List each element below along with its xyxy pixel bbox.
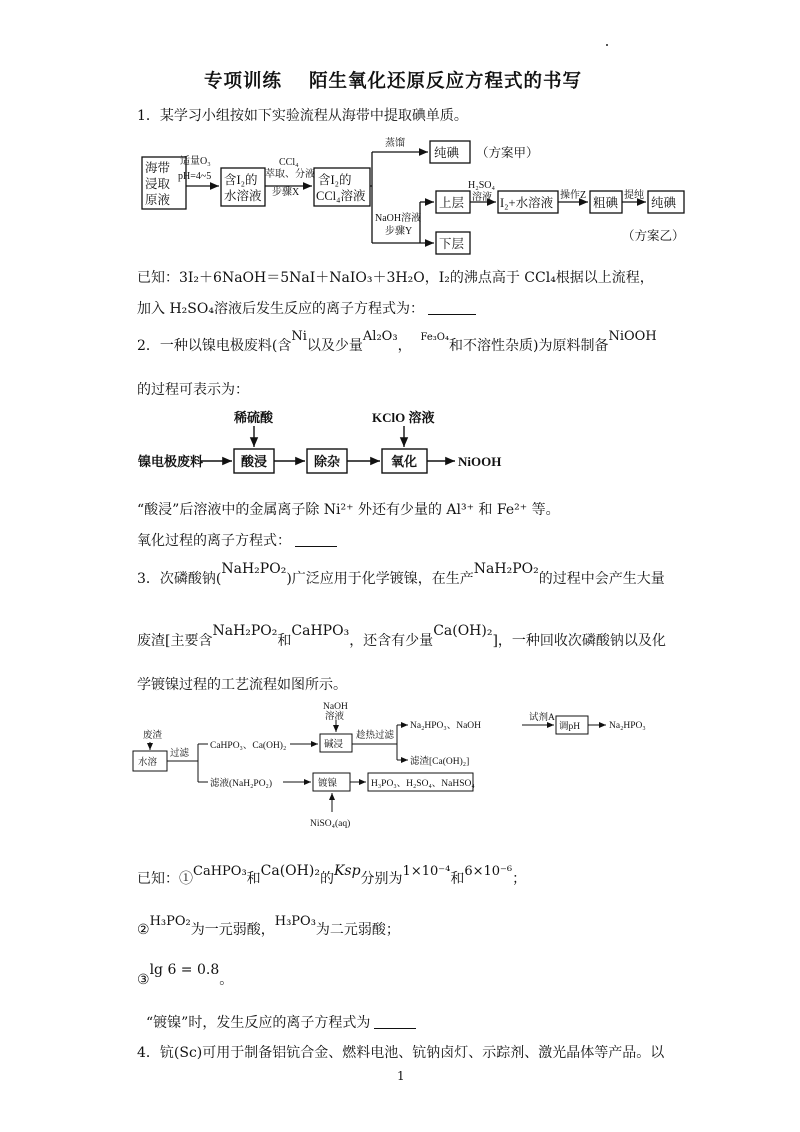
q1-box-i2ccl4-2: CCl₄溶液	[316, 189, 366, 203]
q3-filter: 过滤	[170, 749, 190, 759]
q1-arrow2-top: CCl₄	[279, 157, 299, 168]
q3-prod2: Na₂HPO₃	[609, 721, 646, 731]
q2-ask-text: 氧化过程的离子方程式：	[137, 533, 291, 549]
q3-line2-f2: CaHPO₃	[291, 623, 350, 639]
q3-alkali: 碱浸	[324, 740, 344, 750]
q1-box-upper: 上层	[439, 196, 465, 210]
q2-sep: ，	[397, 338, 412, 354]
q3-reagent-a: 试剂A	[529, 713, 555, 723]
q1-branch-bottom-1: NaOH溶液	[375, 213, 422, 224]
q1-box-i2ccl4-1: 含I₂的	[318, 173, 352, 187]
q3-line2-c: ，还含有少量	[349, 633, 434, 649]
q3-solid: CaHPO₃、Ca(OH)₂	[210, 741, 287, 751]
q1-box-pure1: 纯碘	[434, 146, 460, 160]
q1-box-haidai-3: 原液	[145, 193, 171, 207]
q2-step2: 除杂	[314, 454, 341, 469]
q2-stem-b: 以及少量	[306, 338, 363, 354]
q3-known1-e: 和	[450, 871, 465, 887]
q1-box-i2aq-2: 水溶液	[224, 189, 262, 203]
q3-known1-a: 已知：①	[137, 871, 193, 887]
q1-purify: 提纯	[624, 190, 644, 201]
q1-answer-blank[interactable]	[428, 302, 476, 315]
q3-line2-f1: NaH₂PO₂	[212, 623, 278, 639]
q3-prod1: Na₂HPO₃、NaOH	[410, 721, 482, 731]
q3-adjust-ph: 调pH	[559, 722, 581, 732]
q3-known2	[137, 914, 400, 938]
q3-prod3: H₃PO₃、H₂SO₄、NaHSO₄	[371, 779, 475, 789]
q3-known3-f: lg 6 = 0.8	[149, 962, 220, 978]
q1-arrow1-top: 适量O₃	[180, 156, 211, 167]
q1-box-i2water: I₂+水溶液	[500, 196, 554, 210]
q3-line2-d: ]，一种回收次磷酸钠以及化	[492, 633, 666, 649]
q3-line2	[137, 623, 666, 649]
page-title: 专项训练 陌生氧化还原反应方程式的书写	[204, 71, 582, 92]
q3-stem-b: )广泛应用于化学镀镍，在生产	[286, 571, 474, 587]
q3-line2-a: 废渣[主要含	[137, 633, 213, 649]
q3-stem-a: 3．次磷酸钠(	[137, 571, 222, 587]
q2-end: NiOOH	[458, 454, 502, 469]
q2-stem-line2: 的过程可表示为：	[137, 382, 249, 398]
q3-known1-f1: CaHPO₃	[193, 864, 247, 879]
q1-box-i2aq-1: 含I₂的	[224, 173, 258, 187]
q1-arrow2-mid: 萃取、分液	[265, 169, 315, 180]
q3-line2-b: 和	[277, 633, 292, 649]
q3-plating: 镀镍	[318, 779, 338, 789]
q2-kclo: KClO 溶液	[372, 410, 435, 425]
q3-known3-b: 。	[219, 972, 234, 988]
q1-plan-b: （方案乙）	[622, 229, 685, 243]
q1-known-line2	[137, 302, 476, 316]
q1-plan-a: （方案甲）	[476, 146, 539, 160]
q2-ni: Ni	[291, 329, 307, 344]
q3-known1-f: ；	[512, 871, 527, 887]
q3-answer-blank[interactable]	[374, 1016, 416, 1029]
q2-acid: 稀硫酸	[234, 410, 274, 425]
q3-stem	[137, 561, 665, 587]
q3-known1-v1: 1×10⁻⁴	[402, 864, 451, 879]
q2-stem	[137, 329, 657, 354]
q3-line3: 学镀镍过程的工艺流程如图所示。	[137, 677, 347, 693]
q3-hot-filter: 趁热过滤	[356, 731, 395, 741]
q3-ask	[146, 1016, 416, 1030]
q2-note: “酸浸”后溶液中的金属离子除 Ni²⁺ 外还有少量的 Al³⁺ 和 Fe²⁺ 等。	[137, 502, 560, 518]
q3-known3-a: ③	[137, 972, 150, 988]
q2-niooh: NiOOH	[608, 329, 657, 344]
q1-known-line1: 已知：3I₂＋6NaOH＝5NaI＋NaIO₃＋3H₂O，I₂的沸点高于 CCl₄根据以上流程，	[137, 270, 654, 286]
q1-known-line2-text: 加入 H₂SO₄溶液后发生反应的离子方程式为：	[137, 301, 424, 317]
q3-known2-a: ②	[137, 922, 150, 938]
q1-box-lower: 下层	[439, 237, 465, 251]
q3-known1-b: 和	[246, 871, 261, 887]
q3-known1-f2: Ca(OH)₂	[260, 863, 320, 879]
q2-step1: 酸浸	[241, 454, 268, 469]
q2-stem-a: 2．一种以镍电极废料(含	[137, 338, 292, 354]
q1-branch-top: 蒸馏	[385, 138, 405, 149]
q1-box-crude: 粗碘	[593, 196, 619, 210]
q2-answer-blank[interactable]	[295, 534, 337, 547]
q3-residue: 滤渣[Ca(OH)₂]	[410, 757, 470, 767]
q3-known2-f1: H₃PO₂	[149, 914, 191, 929]
q3-waste: 废渣	[143, 731, 163, 741]
q1-op-z: 操作Z	[560, 190, 587, 201]
q1-stem: 1．某学习小组按如下实验流程从海带中提取碘单质。	[137, 108, 468, 124]
q1-h2so4-top: H₂SO₄	[468, 180, 495, 191]
q2-al2o3: Al₂O₃	[362, 329, 398, 344]
q1-box-haidai-1: 海带	[145, 161, 171, 175]
q2-ask	[137, 534, 337, 548]
q3-known1-v2: 6×10⁻⁶	[464, 864, 513, 879]
q3-line2-f3: Ca(OH)₂	[433, 623, 493, 639]
q1-arrow2-bottom: 步骤X	[272, 187, 300, 198]
q3-naoh1: NaOH	[323, 702, 348, 712]
q3-known3	[137, 962, 234, 988]
q1-box-haidai-2: 浸取	[145, 177, 171, 191]
q3-known1-d: 分别为	[360, 871, 403, 887]
q2-start: 镍电极废料	[138, 454, 204, 469]
q3-known2-c: 为二元弱酸；	[315, 922, 400, 938]
q3-known1	[137, 863, 527, 887]
q3-known2-f2: H₃PO₃	[274, 914, 316, 929]
q3-stem-f1: NaH₂PO₂	[221, 561, 287, 577]
q1-h2so4-bottom: 溶液	[472, 192, 492, 203]
q3-ask-text: “镀镍”时，发生反应的离子方程式为	[146, 1015, 371, 1031]
q3-known1-ksp: Ksp	[333, 863, 361, 879]
q4-stem: 4．钪(Sc)可用于制备铝钪合金、燃料电池、钪钠卤灯、示踪剂、激光晶体等产品。以	[137, 1045, 665, 1061]
q3-known2-b: 为一元弱酸，	[190, 922, 275, 938]
q2-fe3o4: Fe₃O₄	[420, 332, 449, 343]
q2-step3: 氧化	[391, 454, 418, 469]
q2-stem-c: 和不溶性杂质)为原料制备	[449, 338, 609, 354]
q1-branch-bottom-2: 步骤Y	[385, 226, 413, 237]
q3-stem-c: 的过程中会产生大量	[538, 571, 665, 587]
q3-naoh2: 溶液	[325, 712, 345, 722]
q3-dissolve: 水溶	[138, 758, 158, 768]
page-number: 1	[397, 1069, 405, 1083]
q3-niso4: NiSO₄(aq)	[310, 819, 351, 829]
q3-known1-c: 的	[319, 871, 334, 887]
q3-filtrate: 滤液(NaH₂PO₂)	[210, 779, 273, 789]
q1-box-pure2: 纯碘	[651, 196, 677, 210]
q3-stem-f2: NaH₂PO₂	[473, 561, 539, 577]
q1-arrow1-bottom: pH=4~5	[178, 171, 212, 182]
